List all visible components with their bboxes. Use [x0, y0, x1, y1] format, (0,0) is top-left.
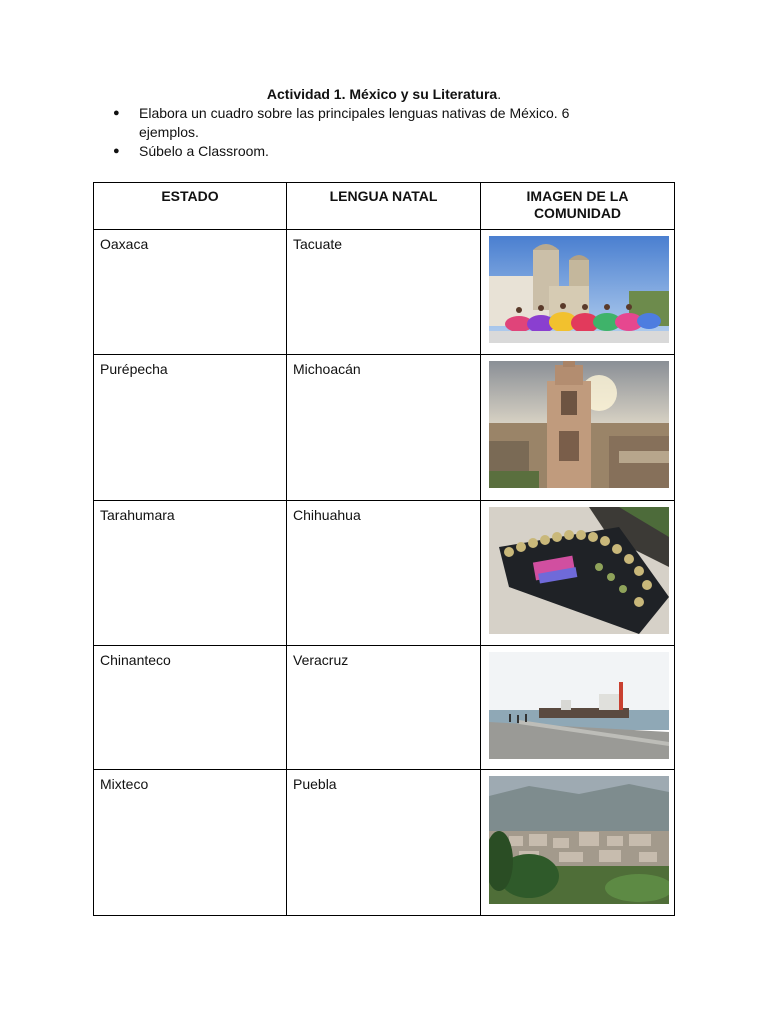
cell-lengua: Chihuahua — [287, 501, 481, 646]
veracruz-port-ships-image — [489, 652, 669, 759]
instruction-text: Súbelo a Classroom. — [139, 143, 269, 159]
instruction-list — [113, 104, 633, 161]
table-header-row — [94, 183, 675, 230]
table-row — [94, 770, 675, 916]
oaxaca-church-dancers-image — [489, 236, 669, 343]
cell-lengua: Michoacán — [287, 355, 481, 501]
cell-estado: Mixteco — [94, 770, 287, 916]
cell-imagen — [481, 355, 675, 501]
cell-lengua: Puebla — [287, 770, 481, 916]
cell-imagen — [481, 230, 675, 355]
bullet-icon: ● — [113, 107, 120, 119]
header-lengua-natal: LENGUA NATAL — [287, 183, 481, 230]
michoacan-cathedral-tower-image — [489, 361, 669, 488]
table-row — [94, 355, 675, 501]
cell-estado: Oaxaca — [94, 230, 287, 355]
cell-estado: Chinanteco — [94, 646, 287, 770]
header-imagen-comunidad: IMAGEN DE LA COMUNIDAD — [481, 183, 675, 230]
languages-table — [93, 182, 675, 916]
cell-imagen — [481, 501, 675, 646]
cell-lengua: Tacuate — [287, 230, 481, 355]
header-estado: ESTADO — [94, 183, 287, 230]
table-row — [94, 646, 675, 770]
document-title — [0, 86, 768, 102]
table-row — [94, 501, 675, 646]
cell-imagen — [481, 770, 675, 916]
chihuahua-crafts-market-image — [489, 507, 669, 634]
instruction-text: Elabora un cuadro sobre las principales lenguas nativas de México. 6 ejemplos. — [139, 105, 570, 140]
cell-imagen — [481, 646, 675, 770]
table-row — [94, 230, 675, 355]
title-bold-text: Actividad 1. México y su Literatura — [266, 86, 498, 102]
cell-lengua: Veracruz — [287, 646, 481, 770]
cell-estado: Purépecha — [94, 355, 287, 501]
instruction-item — [113, 104, 633, 142]
instruction-item — [113, 142, 633, 161]
title-suffix: . — [497, 86, 502, 102]
bullet-icon: ● — [113, 145, 120, 157]
puebla-town-landscape-image — [489, 776, 669, 904]
cell-estado: Tarahumara — [94, 501, 287, 646]
